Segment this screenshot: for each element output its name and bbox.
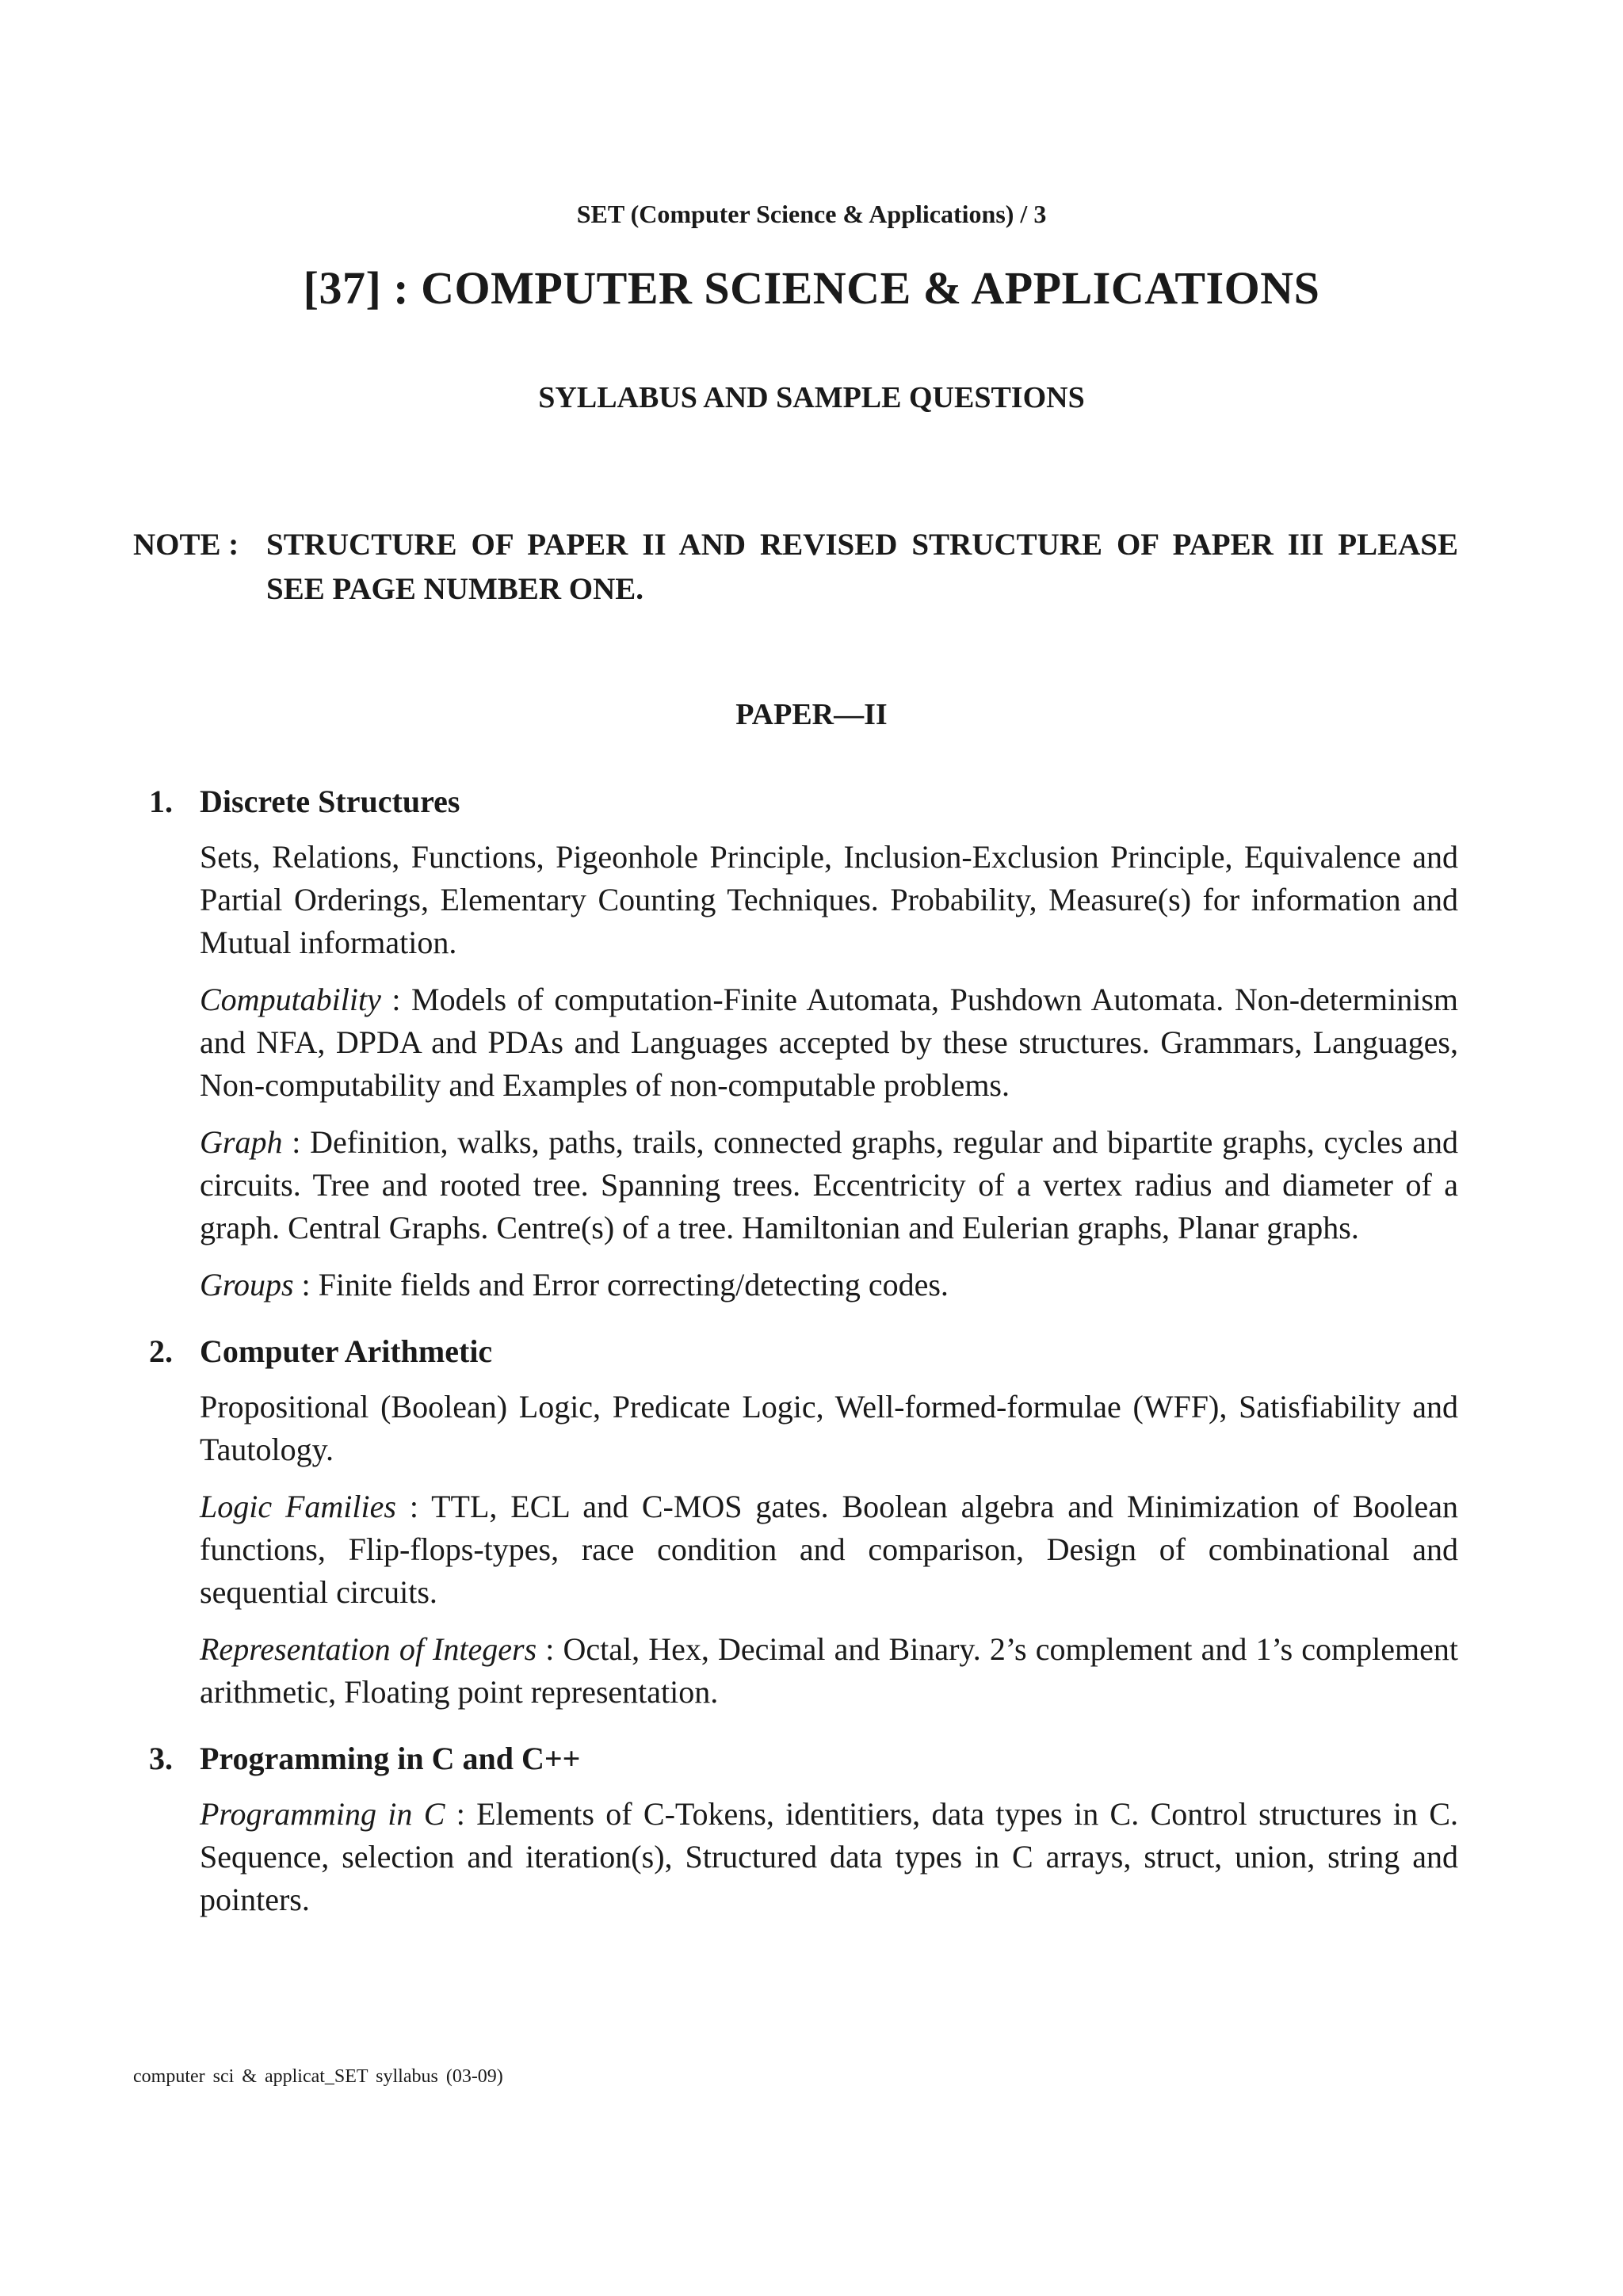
note-block [133, 523, 1458, 612]
section-number: 1. [149, 784, 173, 819]
paragraph-text: : TTL, ECL and C-MOS gates. Boolean algebra and Minimization of Boolean functions, Flip-flops-types, race condition and comparison, Design of combinational and sequential circuits. [200, 1489, 1458, 1610]
section-number: 3. [149, 1741, 173, 1776]
section-paragraph [200, 1628, 1458, 1714]
paper-heading: PAPER—II [735, 698, 888, 731]
paragraph-text: : Octal, Hex, Decimal and Binary. 2’s complement and 1’s complement arithmetic, Floating point representation. [200, 1631, 1458, 1710]
section-paragraph [200, 1386, 1458, 1471]
paragraph-text: : Models of computation-Finite Automata, Pushdown Automata. Non-determinism and NFA, DPDA and PDAs and Languages accepted by these structures. Grammars, Languages, Non-computability and Examples of non-computable problems. [200, 982, 1458, 1103]
paragraph-text: Propositional (Boolean) Logic, Predicate Logic, Well-formed-formulae (WFF), Satisfiability and Tautology. [200, 1389, 1458, 1467]
section-heading: Computer Arithmetic [200, 1333, 493, 1369]
section-number: 2. [149, 1333, 173, 1369]
page-title: [37] : COMPUTER SCIENCE & APPLICATIONS [303, 262, 1320, 314]
paragraph-text: : Elements of C-Tokens, identitiers, data types in C. Control structures in C. Sequence, selection and iteration(s), Structured data types in C arrays, struct, union, string and pointers. [200, 1796, 1459, 1917]
paragraph-text: Sets, Relations, Functions, Pigeonhole Principle, Inclusion-Exclusion Principle, Equivalence and Partial Orderings, Elementary Counting Techniques. Probability, Measure(s) for information and Mutual information. [200, 839, 1458, 960]
paragraph-lead: Computability [200, 982, 381, 1017]
section-title [149, 1737, 1458, 1780]
paragraph-text: : Definition, walks, paths, trails, connected graphs, regular and bipartite graphs, cycles and circuits. Tree and rooted tree. Spanning trees. Eccentricity of a vertex radius and diameter of a graph. Central Graphs. Centre(s) of a tree. Hamiltonian and Eulerian graphs, Planar graphs. [200, 1124, 1458, 1245]
section-programming-c [149, 1737, 1458, 1921]
page-footer: computer sci & applicat_SET syllabus (03-09) [133, 2066, 503, 2087]
paragraph-lead: Graph [200, 1124, 283, 1160]
section-discrete-structures [149, 780, 1458, 1306]
section-paragraph [200, 1793, 1458, 1921]
section-title [149, 780, 1458, 823]
page-subtitle: SYLLABUS AND SAMPLE QUESTIONS [538, 381, 1085, 414]
section-paragraph [200, 1121, 1458, 1249]
section-paragraph [200, 836, 1458, 964]
paragraph-lead: Logic Families [200, 1489, 396, 1524]
note-label: NOTE : [133, 528, 239, 562]
section-paragraph [200, 1264, 1458, 1306]
paragraph-lead: Programming in C [200, 1796, 445, 1832]
paragraph-lead: Representation of Integers [200, 1631, 537, 1667]
section-paragraph [200, 978, 1458, 1107]
page-header: SET (Computer Science & Applications) / 3 [576, 200, 1047, 228]
paragraph-text: : Finite fields and Error correcting/detecting codes. [293, 1267, 949, 1302]
section-computer-arithmetic [149, 1330, 1458, 1714]
syllabus-content [149, 780, 1458, 1945]
paragraph-lead: Groups [200, 1267, 294, 1302]
section-heading: Programming in C and C++ [200, 1741, 581, 1776]
note-text: STRUCTURE OF PAPER II AND REVISED STRUCTURE OF PAPER III PLEASE SEE PAGE NUMBER ONE. [266, 528, 1458, 606]
section-title [149, 1330, 1458, 1373]
section-heading: Discrete Structures [200, 784, 460, 819]
section-paragraph [200, 1486, 1458, 1614]
